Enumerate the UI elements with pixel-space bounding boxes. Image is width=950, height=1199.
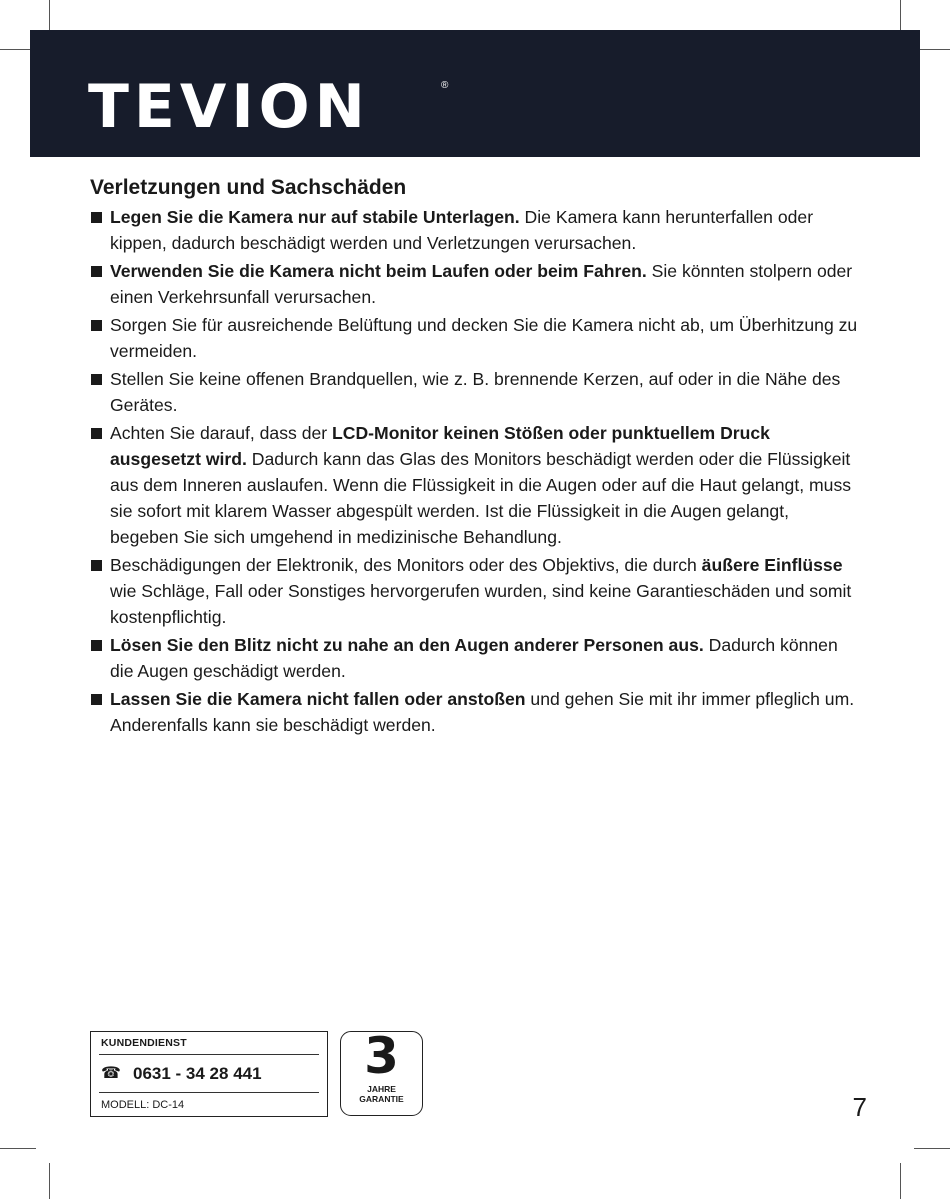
brand-logo: TEVION bbox=[88, 72, 370, 142]
item-bold: Lösen Sie den Blitz nicht zu nahe an den Augen anderer Personen aus. bbox=[110, 635, 704, 655]
guarantee-label-2: GARANTIE bbox=[359, 1094, 404, 1104]
square-bullet-icon bbox=[91, 320, 102, 331]
list-item bbox=[90, 258, 860, 310]
item-text: Stellen Sie keine offenen Brandquellen, wie z. B. brennende Kerzen, auf oder in die Nähe des Gerätes. bbox=[110, 369, 841, 415]
section-title: Verletzungen und Sachschäden bbox=[90, 176, 407, 199]
square-bullet-icon bbox=[91, 428, 102, 439]
crop-mark bbox=[0, 1148, 36, 1149]
guarantee-years: 3 bbox=[364, 1027, 399, 1085]
item-bold: Verwenden Sie die Kamera nicht beim Laufen oder beim Fahren. bbox=[110, 261, 647, 281]
item-pre: Beschädigungen der Elektronik, des Monitors oder des Objektivs, die durch bbox=[110, 555, 702, 575]
crop-mark bbox=[914, 1148, 950, 1149]
crop-mark bbox=[49, 1163, 50, 1199]
list-item bbox=[90, 686, 860, 738]
divider bbox=[99, 1054, 319, 1055]
list-item bbox=[90, 204, 860, 256]
list-item bbox=[90, 420, 860, 550]
item-text: Dadurch kann das Glas des Monitors beschädigt werden oder die Flüssigkeit aus dem Inneren auslaufen. Wenn die Flüssigkeit in die Augen oder auf die Haut gelangt, muss sie sofort mit klarem Wasser abgespült werden. Ist die Flüssigkeit in die Augen gelangt, begeben Sie sich umgehend in medizinische Behandlung. bbox=[110, 449, 852, 547]
guarantee-label-1: JAHRE bbox=[367, 1084, 396, 1094]
item-text: Dadurch können die Augen geschädigt werden. bbox=[110, 635, 838, 681]
list-item bbox=[90, 552, 860, 630]
item-bold: äußere Einflüsse bbox=[701, 555, 843, 575]
page-number: 7 bbox=[852, 1092, 867, 1122]
model-number: MODELL: DC-14 bbox=[101, 1099, 185, 1111]
telephone-icon: ☎ bbox=[101, 1065, 121, 1082]
square-bullet-icon bbox=[91, 560, 102, 571]
item-text: Die Kamera kann herunterfallen oder kippen, dadurch beschädigt werden und Verletzungen verursachen. bbox=[110, 207, 814, 253]
safety-list bbox=[90, 204, 860, 740]
guarantee-badge bbox=[340, 1027, 423, 1116]
crop-mark bbox=[49, 0, 50, 34]
list-item bbox=[90, 312, 860, 364]
square-bullet-icon bbox=[91, 266, 102, 277]
square-bullet-icon bbox=[91, 374, 102, 385]
item-text: Sie könnten stolpern oder einen Verkehrsunfall verursachen. bbox=[110, 261, 853, 307]
square-bullet-icon bbox=[91, 212, 102, 223]
crop-mark bbox=[900, 0, 901, 34]
item-text: Sorgen Sie für ausreichende Belüftung und decken Sie die Kamera nicht ab, um Überhitzung zu vermeiden. bbox=[110, 315, 858, 361]
service-title: KUNDENDIENST bbox=[101, 1037, 187, 1049]
item-bold: Legen Sie die Kamera nur auf stabile Unterlagen. bbox=[110, 207, 520, 227]
crop-mark bbox=[900, 1163, 901, 1199]
item-bold: LCD-Monitor keinen Stößen oder punktuellem Druck ausgesetzt wird. bbox=[110, 423, 770, 469]
item-text: und gehen Sie mit ihr immer pfleglich um. Anderenfalls kann sie beschädigt werden. bbox=[110, 689, 855, 735]
divider bbox=[99, 1092, 319, 1093]
square-bullet-icon bbox=[91, 640, 102, 651]
phone-number: 0631 - 34 28 441 bbox=[133, 1064, 262, 1083]
customer-service-box bbox=[90, 1031, 328, 1117]
square-bullet-icon bbox=[91, 694, 102, 705]
list-item bbox=[90, 632, 860, 684]
item-bold: Lassen Sie die Kamera nicht fallen oder anstoßen bbox=[110, 689, 526, 709]
registered-mark: ® bbox=[441, 80, 449, 91]
item-text: wie Schläge, Fall oder Sonstiges hervorgerufen wurden, sind keine Garantieschäden und somit kostenpflichtig. bbox=[110, 581, 852, 627]
item-pre: Achten Sie darauf, dass der bbox=[110, 423, 333, 443]
list-item bbox=[90, 366, 860, 418]
